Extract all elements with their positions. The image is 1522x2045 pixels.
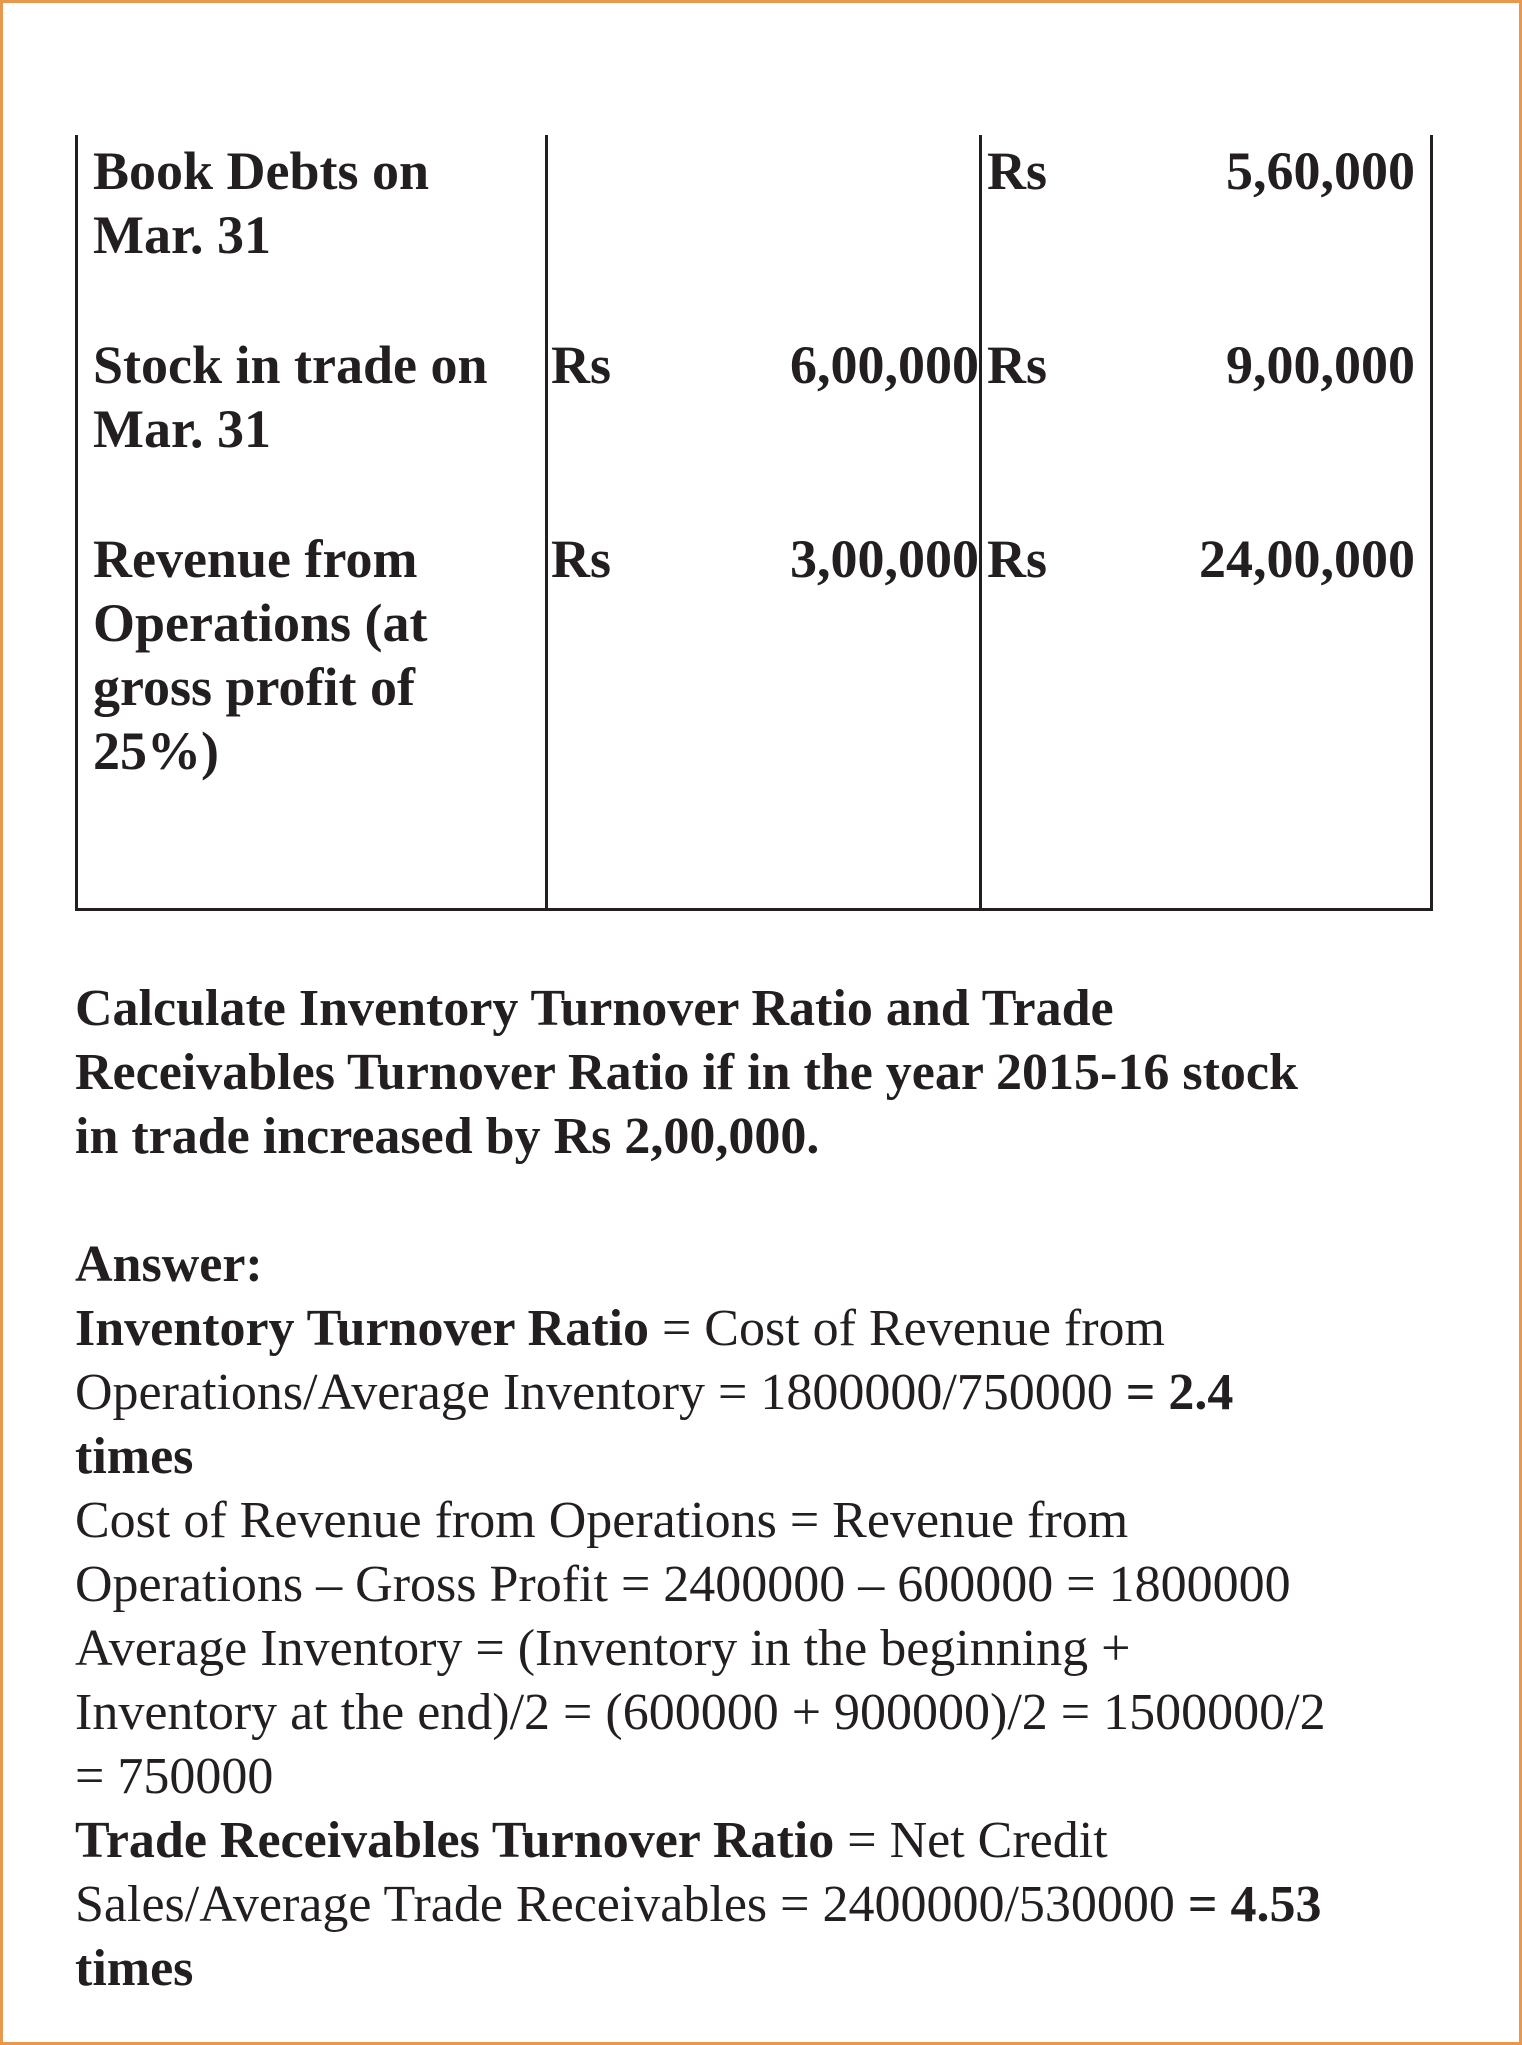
trtr-result: = 4.53 — [1187, 1876, 1322, 1933]
itr-formula-text: Operations/Average Inventory = 1800000/750000 — [75, 1364, 1126, 1421]
itr-result-unit: times — [75, 1428, 194, 1485]
currency-cell: Rs — [551, 529, 612, 589]
row-label-line: Stock in trade on — [93, 335, 488, 395]
row-label-line: Revenue from — [93, 529, 418, 589]
amount-cell: 3,00,000 — [790, 529, 979, 589]
row-label-line: Mar. 31 — [93, 399, 271, 459]
question-line: Calculate Inventory Turnover Ratio and Trade — [75, 980, 1114, 1037]
answer-section — [75, 1233, 1485, 2001]
amount-cell: 5,60,000 — [1226, 141, 1415, 201]
cost-of-revenue-line-2: Operations – Gross Profit = 2400000 – 600000 = 1800000 — [75, 1556, 1291, 1613]
amount-cell: 24,00,000 — [1199, 529, 1415, 589]
question-text — [75, 977, 1475, 1169]
average-inventory-line-3: = 750000 — [75, 1748, 274, 1805]
currency-cell: Rs — [987, 335, 1048, 395]
data-table — [75, 135, 1433, 911]
table-column-divider-1 — [545, 135, 548, 911]
row-label — [93, 333, 533, 461]
itr-formula-text: = Cost of Revenue from — [648, 1300, 1165, 1357]
row-label — [93, 139, 533, 267]
question-line: Receivables Turnover Ratio if in the year 2015-16 stock — [75, 1044, 1298, 1101]
question-line: in trade increased by Rs 2,00,000. — [75, 1108, 820, 1165]
trtr-term: Trade Receivables Turnover Ratio — [75, 1812, 835, 1869]
answer-heading: Answer: — [75, 1236, 263, 1293]
row-label-line: 25%) — [93, 721, 219, 781]
cost-of-revenue-line-1: Cost of Revenue from Operations = Revenue from — [75, 1492, 1129, 1549]
table-column-divider-2 — [979, 135, 982, 911]
trtr-formula-line-1 — [75, 1809, 1485, 1873]
itr-term: Inventory Turnover Ratio — [75, 1300, 649, 1357]
itr-result: = 2.4 — [1125, 1364, 1234, 1421]
currency-cell: Rs — [987, 529, 1048, 589]
currency-cell: Rs — [987, 141, 1048, 201]
table-bottom-border — [75, 908, 1433, 911]
row-label-line: gross profit of — [93, 657, 415, 717]
amount-cell: 6,00,000 — [790, 335, 979, 395]
table-right-border — [1430, 135, 1433, 911]
itr-formula-line-1 — [75, 1297, 1485, 1361]
row-label-line: Operations (at — [93, 593, 428, 653]
table-left-border — [75, 135, 78, 911]
average-inventory-line-1: Average Inventory = (Inventory in the beginning + — [75, 1620, 1131, 1677]
row-label-line: Book Debts on — [93, 141, 430, 201]
trtr-formula-text: Sales/Average Trade Receivables = 2400000/530000 — [75, 1876, 1188, 1933]
row-label — [93, 527, 533, 783]
itr-formula-line-2 — [75, 1361, 1485, 1425]
trtr-formula-text: = Net Credit — [834, 1812, 1108, 1869]
average-inventory-line-2: Inventory at the end)/2 = (600000 + 900000)/2 = 1500000/2 — [75, 1684, 1326, 1741]
amount-cell: 9,00,000 — [1226, 335, 1415, 395]
currency-cell: Rs — [551, 335, 612, 395]
trtr-formula-line-2 — [75, 1873, 1485, 1937]
row-label-line: Mar. 31 — [93, 205, 271, 265]
trtr-result-unit: times — [75, 1940, 194, 1997]
